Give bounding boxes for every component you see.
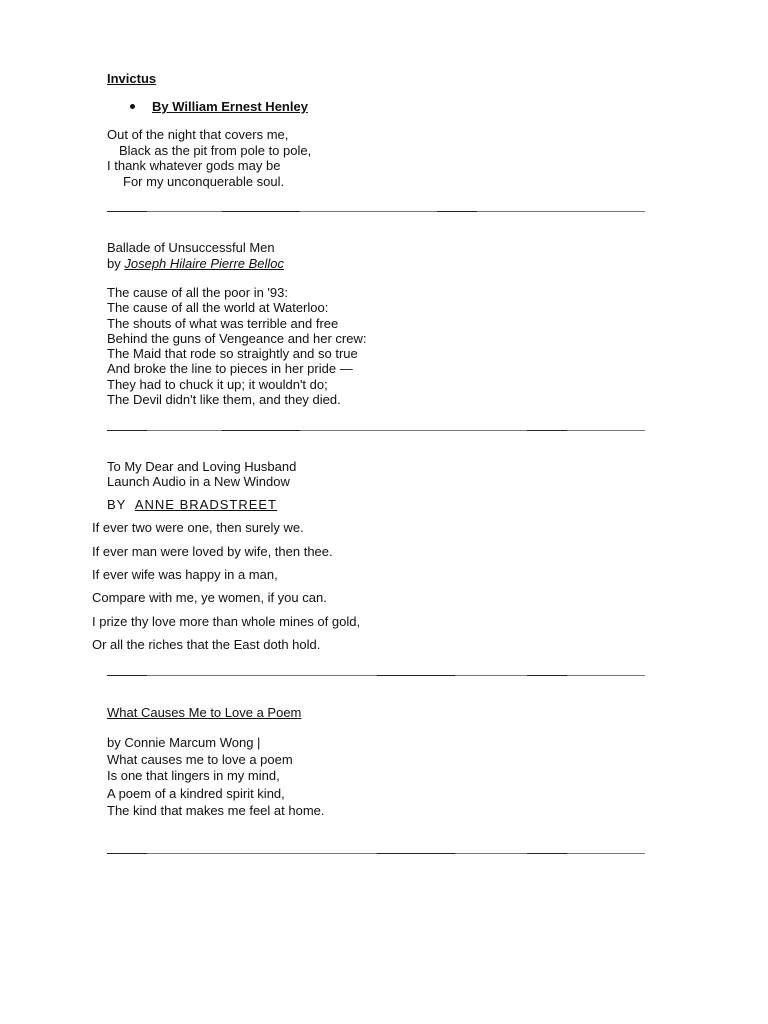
poem2-author-link[interactable]: Joseph Hilaire Pierre Belloc <box>124 256 285 271</box>
poem3-byline <box>107 497 277 512</box>
poem4-line: The kind that makes me feel at home. <box>107 803 325 818</box>
poem3-title: To My Dear and Loving Husband <box>107 459 297 474</box>
poem1-line: Black as the pit from pole to pole, <box>119 143 312 158</box>
poem1-author[interactable]: By William Ernest Henley <box>152 99 308 114</box>
poem1-line: For my unconquerable soul. <box>123 174 285 189</box>
poem2-line: The Devil didn't like them, and they died. <box>107 392 341 407</box>
poem4-line: What causes me to love a poem <box>107 752 293 767</box>
poem2-line: The shouts of what was terrible and free <box>107 316 339 331</box>
poem2-line: The cause of all the world at Waterloo: <box>107 300 329 315</box>
poem2-byline <box>107 256 284 271</box>
poem2-by-label: by <box>107 256 121 271</box>
divider <box>107 430 645 431</box>
poem1-title: Invictus <box>107 71 157 86</box>
poem3-line: If ever wife was happy in a man, <box>92 567 278 582</box>
poem4-line: A poem of a kindred spirit kind, <box>107 786 285 801</box>
poem2-line: They had to chuck it up; it wouldn't do; <box>107 377 328 392</box>
poem2-title: Ballade of Unsuccessful Men <box>107 240 275 255</box>
poem1-line: Out of the night that covers me, <box>107 127 289 142</box>
poem3-by-label: BY <box>107 497 127 512</box>
bullet-icon <box>130 104 135 109</box>
poem2-line: The Maid that rode so straightly and so true <box>107 346 358 361</box>
poem4-title-link[interactable]: What Causes Me to Love a Poem <box>107 705 302 720</box>
poem3-author-link[interactable]: ANNE BRADSTREET <box>134 497 277 512</box>
poem3-line: Compare with me, ye women, if you can. <box>92 590 327 605</box>
poem4-line: Is one that lingers in my mind, <box>107 768 280 783</box>
poem4-author: by Connie Marcum Wong | <box>107 735 261 750</box>
poem1-line: I thank whatever gods may be <box>107 158 281 173</box>
poem3-line: I prize thy love more than whole mines of gold, <box>92 614 361 629</box>
poem3-line: If ever two were one, then surely we. <box>92 520 304 535</box>
divider <box>107 853 645 854</box>
divider <box>107 675 645 676</box>
poem2-line: Behind the guns of Vengeance and her crew: <box>107 331 367 346</box>
poem3-audio-link[interactable]: Launch Audio in a New Window <box>107 474 290 489</box>
divider <box>107 211 645 212</box>
poem2-line: The cause of all the poor in '93: <box>107 285 288 300</box>
poem3-line: If ever man were loved by wife, then thee. <box>92 544 333 559</box>
poem3-line: Or all the riches that the East doth hold. <box>92 637 321 652</box>
poem2-line: And broke the line to pieces in her pride — <box>107 361 353 376</box>
